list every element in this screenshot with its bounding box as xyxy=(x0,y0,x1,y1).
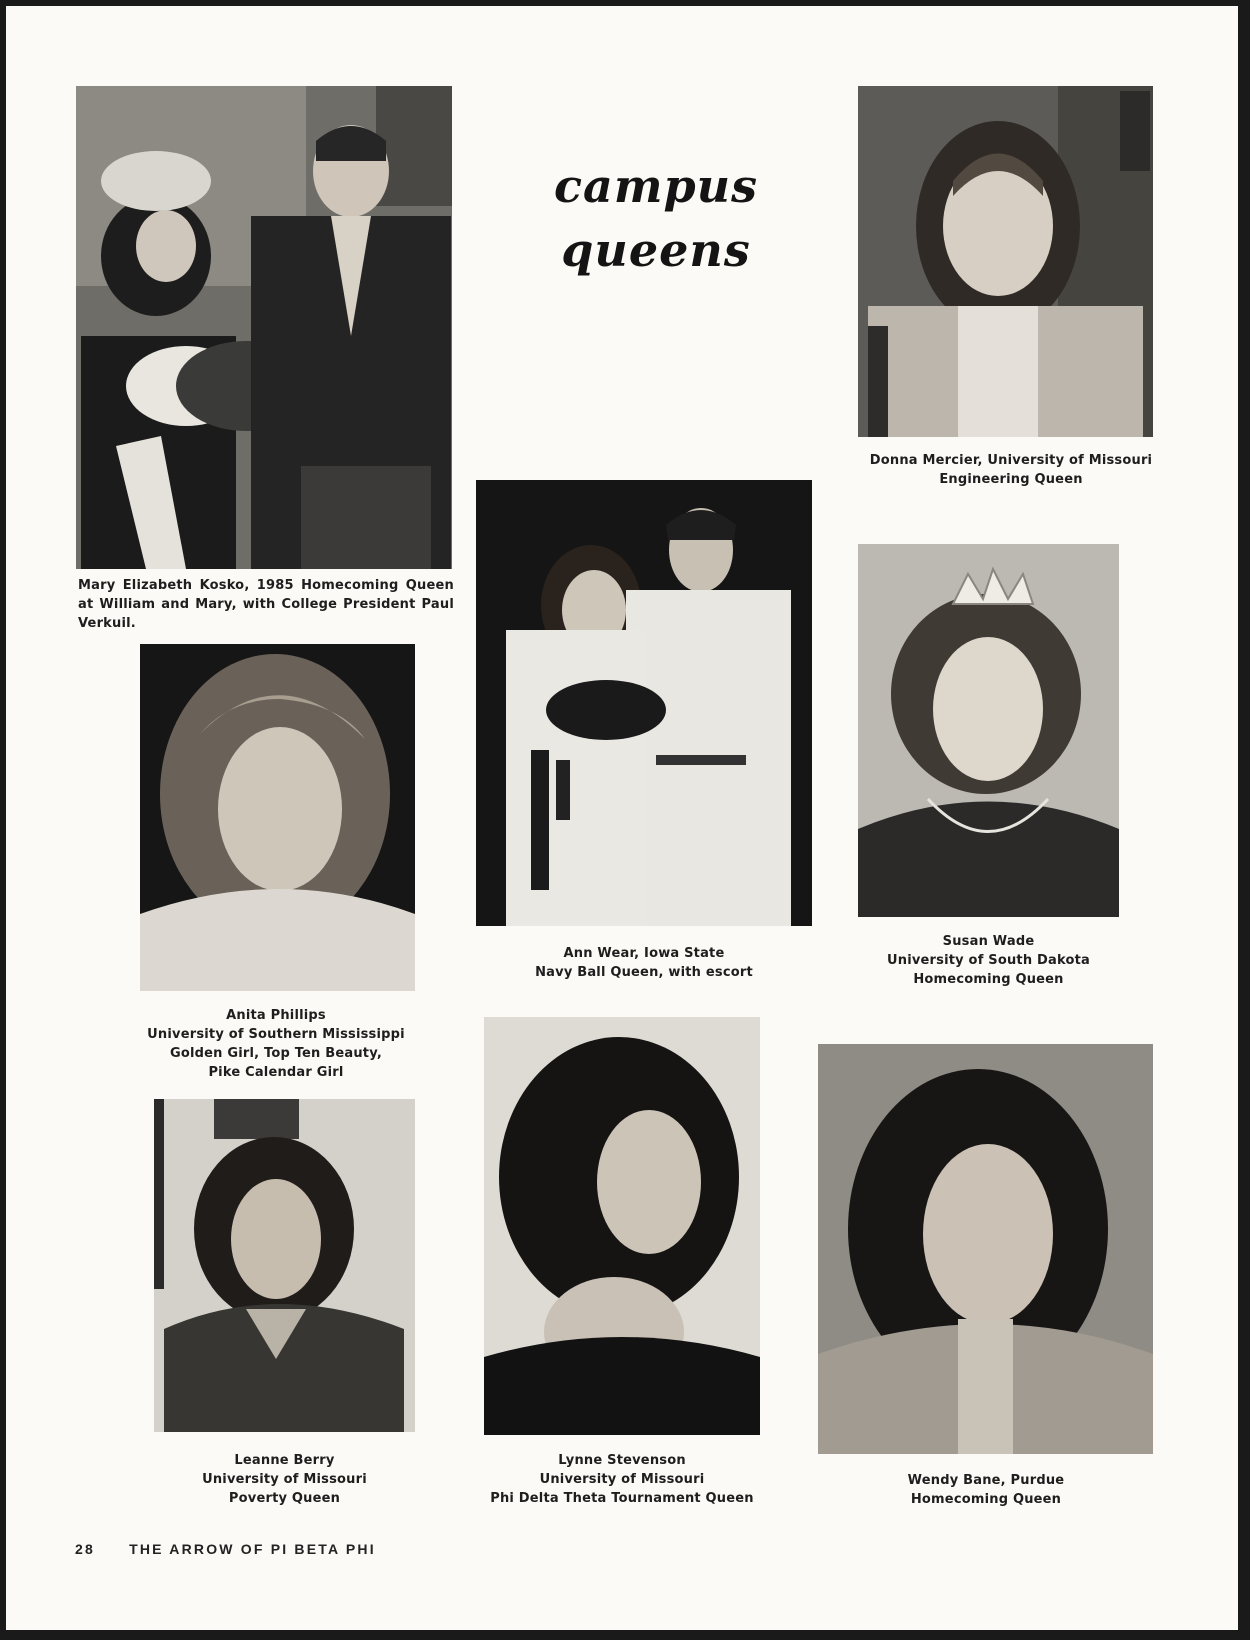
photo-kosko-with-president xyxy=(76,86,452,569)
caption-bane-line-1: Wendy Bane, Purdue xyxy=(907,1473,1065,1488)
photo-susan-wade xyxy=(858,544,1119,917)
caption-mercier-line-2: Engineering Queen xyxy=(939,472,1083,487)
photo-wear-image xyxy=(476,480,812,926)
caption-wear-line-1: Ann Wear, Iowa State xyxy=(563,946,725,961)
caption-phillips-line-4: Pike Calendar Girl xyxy=(208,1065,344,1080)
caption-mercier xyxy=(861,451,1161,489)
caption-bane-line-2: Homecoming Queen xyxy=(910,1492,1062,1507)
page-footer xyxy=(75,1541,376,1557)
photo-anita-phillips xyxy=(140,644,415,991)
photo-berry-image xyxy=(154,1099,415,1432)
caption-berry-line-1: Leanne Berry xyxy=(234,1453,335,1468)
caption-wade xyxy=(858,932,1119,989)
caption-mercier-line-1: Donna Mercier, University of Missouri xyxy=(869,453,1153,468)
photo-mercier-image xyxy=(858,86,1153,437)
caption-wade-line-2: University of South Dakota xyxy=(886,953,1090,968)
caption-phillips-line-3: Golden Girl, Top Ten Beauty, xyxy=(169,1046,383,1061)
photo-wade-image xyxy=(858,544,1119,917)
caption-wade-line-1: Susan Wade xyxy=(942,934,1035,949)
caption-wear xyxy=(476,944,812,982)
photo-bane-image xyxy=(818,1044,1153,1454)
caption-stevenson-line-1: Lynne Stevenson xyxy=(558,1453,686,1468)
caption-wear-line-2: Navy Ball Queen, with escort xyxy=(535,965,753,980)
caption-berry-line-2: University of Missouri xyxy=(202,1472,367,1487)
caption-berry xyxy=(154,1451,415,1508)
caption-stevenson xyxy=(466,1451,778,1508)
page-number: 28 xyxy=(75,1541,95,1557)
photo-lynne-stevenson xyxy=(484,1017,760,1435)
caption-kosko xyxy=(78,576,454,633)
caption-phillips-line-1: Anita Phillips xyxy=(226,1008,326,1023)
yearbook-page xyxy=(6,6,1238,1630)
caption-phillips-line-2: University of Southern Mississippi xyxy=(147,1027,405,1042)
photo-phillips-image xyxy=(140,644,415,991)
photo-wendy-bane xyxy=(818,1044,1153,1454)
caption-stevenson-line-2: University of Missouri xyxy=(539,1472,705,1487)
caption-phillips xyxy=(126,1006,426,1082)
caption-berry-line-3: Poverty Queen xyxy=(228,1491,341,1506)
photo-donna-mercier xyxy=(858,86,1153,437)
title-line-2: queens xyxy=(561,223,751,277)
page-title xyxy=(526,154,786,282)
photo-leanne-berry xyxy=(154,1099,415,1432)
caption-wade-line-3: Homecoming Queen xyxy=(913,972,1064,987)
photo-ann-wear xyxy=(476,480,812,926)
photo-kosko-image xyxy=(76,86,452,569)
caption-stevenson-line-3: Phi Delta Theta Tournament Queen xyxy=(490,1491,754,1506)
title-line-1: campus xyxy=(554,159,758,213)
caption-bane xyxy=(836,1471,1136,1509)
photo-stevenson-image xyxy=(484,1017,760,1435)
publication-name: THE ARROW OF PI BETA PHI xyxy=(129,1541,376,1557)
caption-kosko-text: Mary Elizabeth Kosko, 1985 Homecoming Queen at William and Mary, with College President Paul Verkuil. xyxy=(78,578,454,631)
